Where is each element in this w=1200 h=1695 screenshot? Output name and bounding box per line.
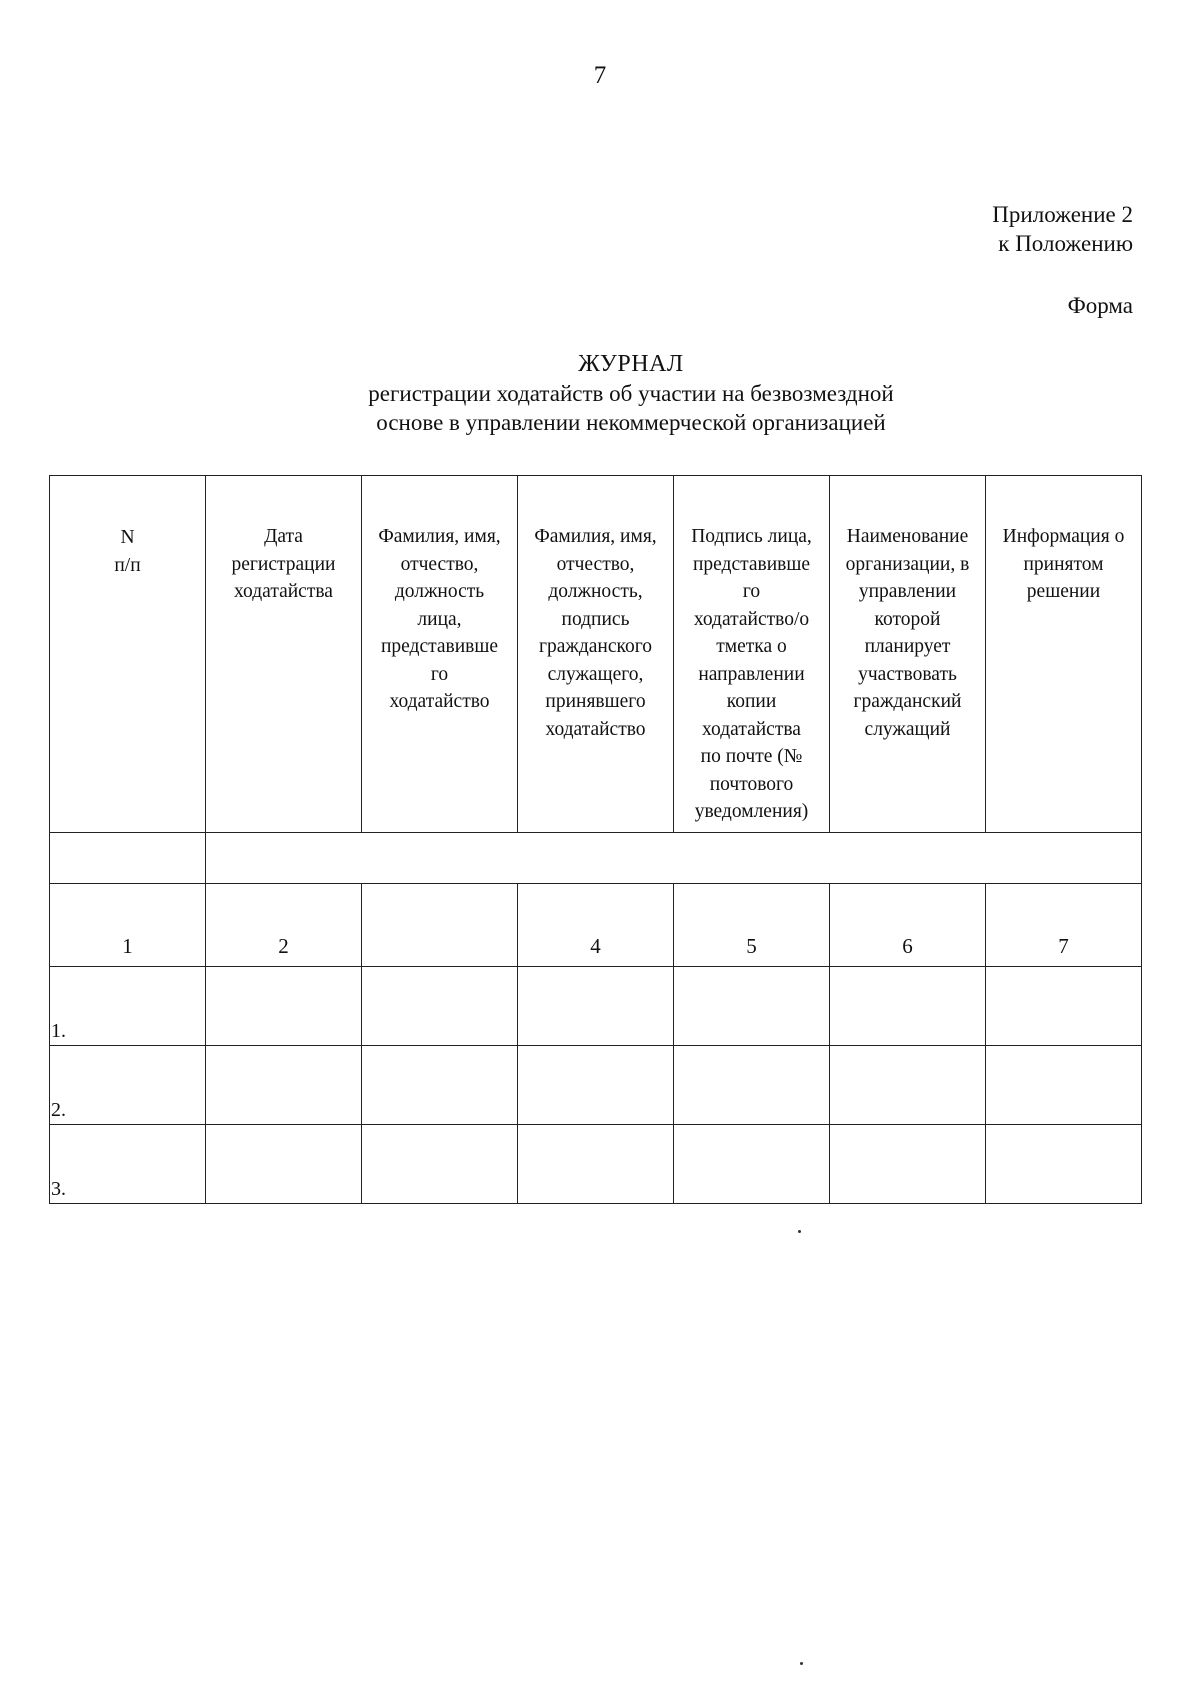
header-text: подпись <box>561 608 630 630</box>
header-text: служащего, <box>547 663 644 685</box>
header-text: представивше <box>380 636 499 657</box>
header-text: принявшего <box>545 691 646 712</box>
header-text: го <box>430 663 449 685</box>
table-header-row <box>50 476 1142 833</box>
journal-subtitle-line-2: основе в управлении некоммерческой организацией <box>376 410 886 435</box>
header-text: должность <box>394 581 485 602</box>
table-cell <box>674 1125 830 1204</box>
header-text: тметка о <box>716 636 787 657</box>
header-text: лица, <box>417 608 462 630</box>
header-text: управлении <box>858 581 957 602</box>
spacer-cell <box>206 833 1142 884</box>
table-cell <box>830 967 986 1046</box>
header-text: го <box>742 581 761 602</box>
header-text: должность, <box>548 581 643 602</box>
table-cell <box>206 967 362 1046</box>
header-cell-organization <box>830 476 986 833</box>
header-cell-receiver <box>518 476 674 833</box>
header-text: гражданского <box>538 636 653 657</box>
header-cell-number <box>50 476 206 833</box>
spacer-cell <box>50 833 206 884</box>
column-number-cell: 5 <box>674 884 830 967</box>
table-spacer-row <box>50 833 1142 884</box>
header-text: Фамилия, имя, <box>534 526 657 547</box>
header-text: отчество, <box>400 553 479 575</box>
header-text: которой <box>874 608 941 630</box>
header-text: Наименование <box>846 526 969 547</box>
header-text: регистрации <box>231 553 336 575</box>
row-index: 2. <box>50 1046 206 1125</box>
header-text: п/п <box>114 554 141 576</box>
header-text: ходатайство <box>545 718 646 740</box>
table-cell <box>362 1125 518 1204</box>
table-cell <box>362 1046 518 1125</box>
table-cell <box>986 1125 1142 1204</box>
header-text: почтового <box>709 773 794 795</box>
table-cell <box>986 1046 1142 1125</box>
appendix-label <box>992 200 1133 258</box>
row-index: 1. <box>50 967 206 1046</box>
appendix-line-2: к Положению <box>998 231 1133 256</box>
table-cell <box>518 1046 674 1125</box>
column-number-cell <box>362 884 518 967</box>
header-text: по почте (№ <box>700 746 803 767</box>
header-text: решении <box>1026 581 1101 602</box>
header-text: принятом <box>1023 553 1104 575</box>
scan-speck <box>800 1662 803 1665</box>
header-text: планирует <box>864 636 951 657</box>
header-text: представивше <box>692 553 811 575</box>
table-row <box>50 1046 1142 1125</box>
journal-heading: ЖУРНАЛ <box>578 351 684 377</box>
header-cell-signature <box>674 476 830 833</box>
table-row <box>50 967 1142 1046</box>
header-text: участвовать <box>858 663 957 685</box>
table-cell <box>986 967 1142 1046</box>
header-text: копии <box>726 691 777 712</box>
header-text: направлении <box>698 663 805 685</box>
header-cell-applicant <box>362 476 518 833</box>
column-number-cell: 7 <box>986 884 1142 967</box>
row-index: 3. <box>50 1125 206 1204</box>
appendix-line-1: Приложение 2 <box>992 202 1133 227</box>
header-cell-decision <box>986 476 1142 833</box>
table-cell <box>518 967 674 1046</box>
form-label: Форма <box>1067 293 1133 318</box>
header-cell-registration-date <box>206 476 362 833</box>
table-cell <box>206 1125 362 1204</box>
column-number-cell: 4 <box>518 884 674 967</box>
header-text: ходатайство <box>389 691 490 712</box>
table-cell <box>362 967 518 1046</box>
header-text: Информация о <box>1002 526 1125 547</box>
table-cell <box>674 967 830 1046</box>
page-number: 7 <box>593 62 607 89</box>
document-title <box>0 350 1200 437</box>
table-cell <box>206 1046 362 1125</box>
journal-table <box>49 475 1142 1204</box>
table-cell <box>674 1046 830 1125</box>
header-text: отчество, <box>556 553 635 575</box>
column-number-row <box>50 884 1142 967</box>
table-cell <box>830 1046 986 1125</box>
table-row <box>50 1125 1142 1204</box>
header-text: гражданский <box>853 691 962 712</box>
header-text: служащий <box>864 718 951 740</box>
column-number-cell: 2 <box>206 884 362 967</box>
header-text: ходатайства <box>702 718 801 740</box>
header-text: ходатайства <box>234 581 333 602</box>
header-text: уведомления) <box>694 801 809 822</box>
column-number-cell: 6 <box>830 884 986 967</box>
scan-speck <box>798 1230 801 1233</box>
header-text: N <box>120 527 135 548</box>
header-text: ходатайство/о <box>693 608 810 630</box>
header-text: организации, в <box>845 553 970 575</box>
table-cell <box>830 1125 986 1204</box>
header-text: Дата <box>264 526 303 547</box>
table-cell <box>518 1125 674 1204</box>
header-text: Фамилия, имя, <box>378 526 501 547</box>
header-text: Подпись лица, <box>691 526 812 547</box>
column-number-cell: 1 <box>50 884 206 967</box>
journal-subtitle-line-1: регистрации ходатайств об участии на безвозмездной <box>368 381 894 406</box>
